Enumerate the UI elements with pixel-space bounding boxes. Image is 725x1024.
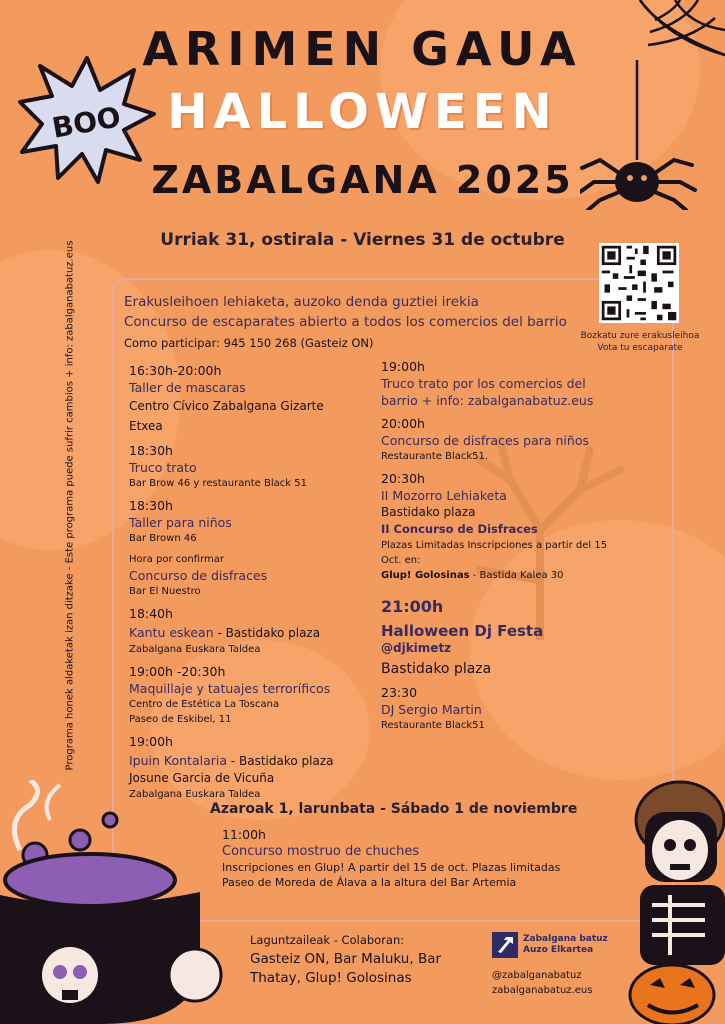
event-title: Concurso de disfraces para niños [381, 433, 589, 448]
boo-text: BOO [49, 100, 124, 145]
event-place: Restaurante Black51 [381, 720, 485, 731]
qr-caption-eu: Bozkatu zure erakusleihoa [580, 331, 700, 341]
side-note: Programa honek aldaketak izan ditzake - Este programa puede sufrir cambios + info: zabalganabatuz.eus [64, 240, 76, 771]
event-line-1: Inscripciones en Glup! A partir del 15 de oct. Plazas limitadas [222, 861, 561, 874]
event-time: 20:30h [381, 471, 425, 486]
friday-date: Urriak 31, ostirala - Viernes 31 de octubre [160, 230, 565, 250]
event-title: Taller para niños [129, 515, 232, 530]
event-title: Truco trato [129, 460, 197, 475]
contest-line-es: Concurso de escaparates abierto a todos los comercios del barrio [124, 314, 567, 330]
event-time: 18:30h [129, 443, 173, 458]
event-place: Restaurante Black51. [381, 451, 489, 462]
event-item [129, 605, 359, 657]
title-zabalgana-2025: ZABALGANA 2025 [151, 158, 574, 202]
event-place: @djkimetz [381, 641, 452, 655]
event-title: Concurso de disfraces [129, 568, 268, 583]
event-title: Taller de mascaras [129, 380, 246, 395]
organizer-name-1: Zabalgana batuz [523, 934, 608, 944]
event-title: Kantu eskean [129, 625, 214, 640]
event-title: Concurso mostruo de chuches [222, 844, 420, 859]
event-place: Bastidako plaza [381, 505, 476, 519]
event-title: Halloween Dj Festa [381, 622, 544, 640]
event-title: Ipuin Kontalaria [129, 753, 228, 768]
event-place: Bar Brow 46 y restaurante Black 51 [129, 478, 307, 489]
qr-caption-es: Vota tu escaparate [597, 343, 683, 353]
event-item [381, 358, 621, 409]
event-place: Centro de Estética La Toscana [129, 699, 280, 710]
saturday-event [222, 826, 602, 890]
event-item [129, 663, 359, 727]
event-item [381, 470, 621, 583]
event-item [381, 684, 621, 733]
sponsors-label: Laguntzaileak - Colaboran: [250, 933, 405, 947]
event-time: 19:00h -20:30h [129, 664, 226, 679]
zabalgana-logo-icon [492, 932, 518, 958]
event-item-dj-festa [381, 597, 621, 678]
event-place-3b: - Bastida Kalea 30 [469, 570, 564, 581]
organizer-name-2: Auzo Elkartea [523, 945, 594, 955]
right-events-column [381, 358, 621, 739]
event-place: Bar El Nuestro [129, 586, 201, 597]
event-extra: - Bastidako plaza [213, 626, 321, 640]
event-place: Josune Garcia de Vicuña [129, 771, 275, 785]
sponsors [250, 933, 470, 988]
event-item [381, 415, 621, 464]
event-item [129, 497, 359, 546]
qr-code[interactable] [599, 243, 679, 323]
title-halloween: HALLOWEEN [167, 84, 558, 140]
event-place-3a: Glup! Golosinas [381, 570, 470, 581]
event-place-2: Bastidako plaza [381, 661, 492, 677]
sponsors-names: Gasteiz ON, Bar Maluku, Bar Thatay, Glup! Golosinas [250, 951, 442, 986]
event-time: 20:00h [381, 416, 425, 431]
spider-icon [580, 0, 725, 210]
event-time: 11:00h [222, 827, 266, 842]
event-title: Truco trato por los comercios del barrio + info: zabalganabatuz.eus [381, 376, 594, 408]
event-time: 18:40h [129, 606, 173, 621]
event-extra: - Bastidako plaza [227, 754, 334, 768]
boo-burst-icon [18, 56, 156, 184]
event-time: Hora por confirmar [129, 554, 224, 565]
event-item [129, 362, 359, 436]
organizer-web[interactable]: zabalganabatuz.eus [492, 985, 593, 996]
saturday-date [210, 801, 577, 817]
event-title: II Mozorro Lehiaketa [381, 488, 507, 503]
event-place: Zabalgana Euskara Taldea [129, 644, 261, 655]
event-place-2: Plazas Limitadas Inscripciones a partir del 15 Oct. en: [381, 540, 608, 566]
event-time: 18:30h [129, 498, 173, 513]
event-time: 23:30 [381, 685, 418, 700]
skeleton-kid-icon [610, 780, 725, 1024]
event-place: Centro Cívico Zabalgana Gizarte Etxea [129, 399, 324, 433]
saturday-date-es: - Sábado 1 de noviembre [375, 801, 578, 817]
event-item [129, 442, 359, 491]
event-title-2: II Concurso de Disfraces [381, 522, 538, 536]
saturday-date-eu: Azaroak 1, larunbata [210, 801, 376, 817]
event-title: DJ Sergio Martin [381, 702, 482, 717]
event-place: Bar Brown 46 [129, 533, 197, 544]
event-time: 19:00h [129, 734, 173, 749]
event-time: 19:00h [381, 359, 425, 374]
event-time: 16:30h-20:00h [129, 363, 222, 378]
event-place-2: Paseo de Eskibel, 11 [129, 714, 232, 725]
event-title: Maquillaje y tatuajes terroríficos [129, 681, 331, 696]
organizer-social[interactable]: @zabalganabatuz [492, 970, 582, 981]
event-place-2: Zabalgana Euskara Taldea [129, 789, 261, 800]
shop-window-contest [124, 292, 594, 350]
event-time: 21:00h [381, 597, 444, 616]
contest-how-to: Como participar: 945 150 268 (Gasteiz ON) [124, 336, 374, 350]
title-arimen-gaua: ARIMEN GAUA [142, 22, 583, 76]
left-events-column [129, 362, 359, 808]
cauldron-icon [0, 780, 230, 1024]
event-item [129, 552, 359, 599]
contest-line-eu: Erakusleihoen lehiaketa, auzoko denda guztiei irekia [124, 294, 479, 310]
event-line-2: Paseo de Moreda de Álava a la altura del Bar Artemia [222, 876, 517, 889]
